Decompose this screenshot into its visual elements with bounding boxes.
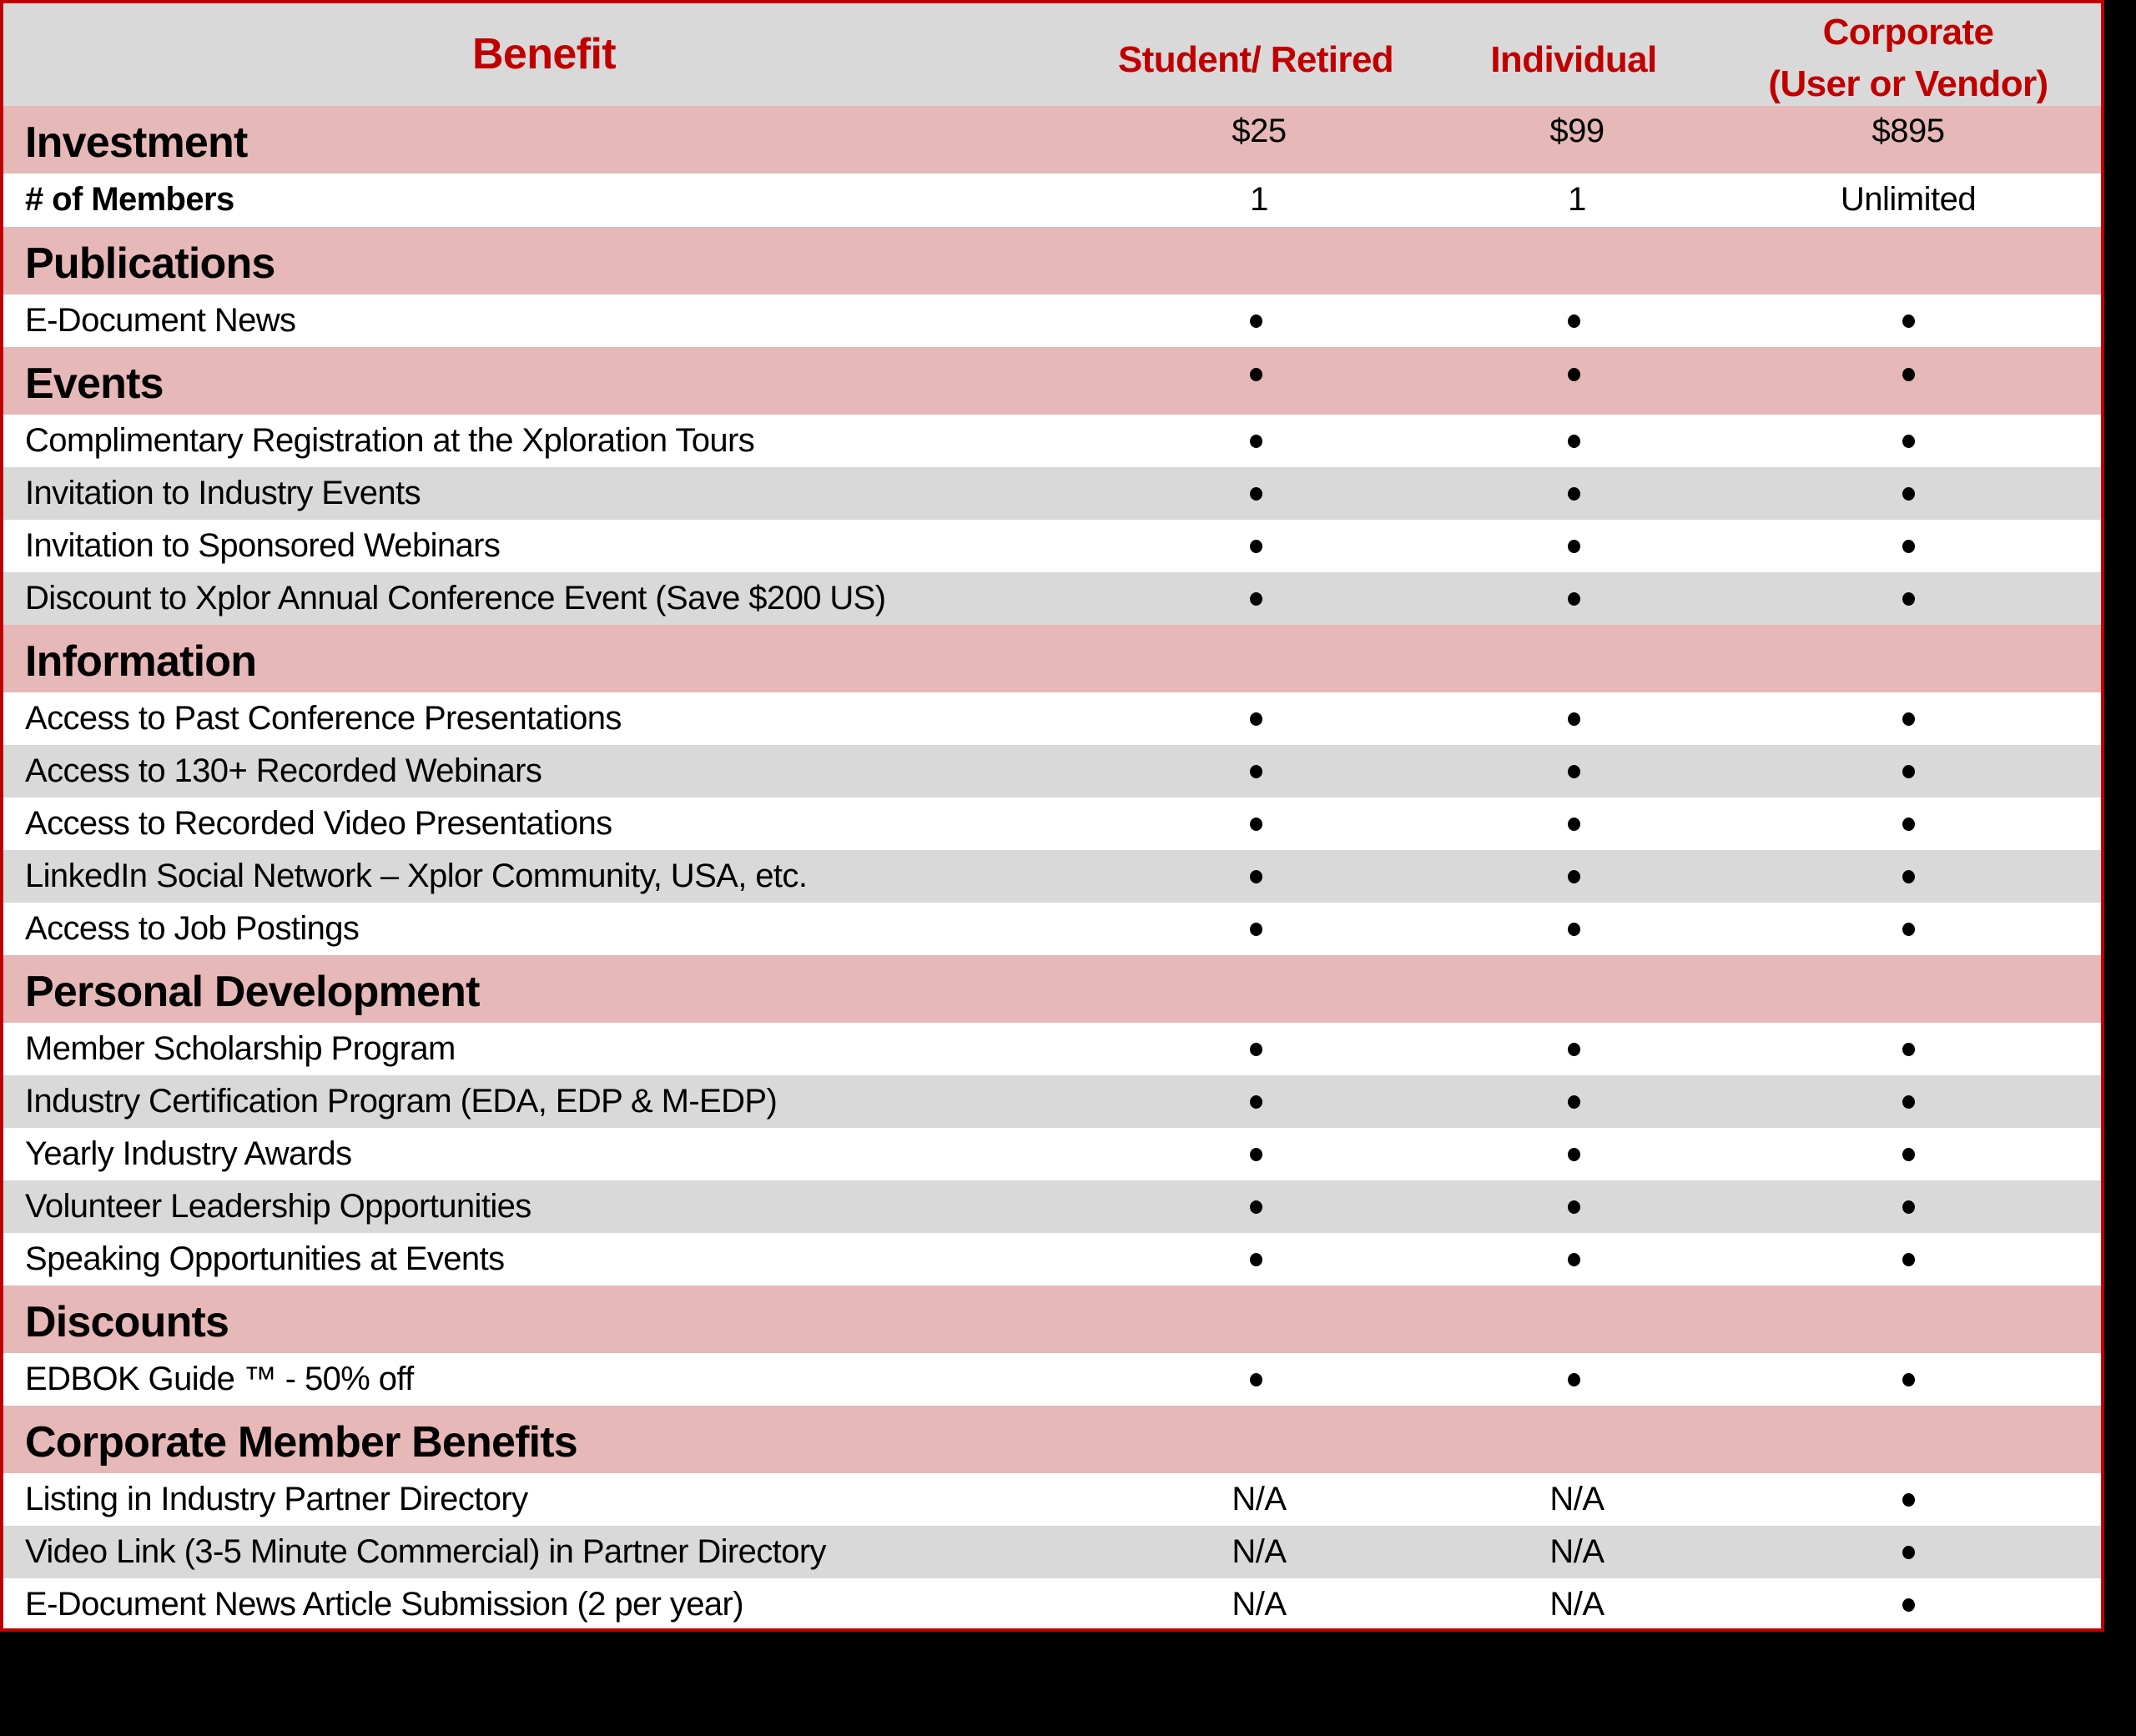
included-bullet-icon: [1568, 487, 1580, 501]
table-header-row: [3, 3, 2101, 109]
table-row: [3, 415, 2101, 467]
included-bullet-icon: [1902, 1095, 1915, 1109]
included-bullet-icon: [1250, 870, 1262, 883]
benefit-label: E-Document News Article Submission (2 per year): [25, 1586, 743, 1623]
tier-value: $25: [1232, 113, 1287, 149]
benefit-label: Yearly Industry Awards: [25, 1135, 352, 1172]
header-benefit: Benefit: [471, 30, 617, 78]
included-bullet-icon: [1250, 712, 1262, 726]
section-row: [3, 1286, 2101, 1353]
included-bullet-icon: [1568, 1373, 1580, 1386]
included-bullet-icon: [1902, 1598, 1915, 1612]
tier-value: 1: [1250, 181, 1268, 218]
header-corporate-subtitle: (User or Vendor): [1768, 63, 2048, 104]
included-bullet-icon: [1568, 1148, 1580, 1161]
included-bullet-icon: [1568, 712, 1580, 726]
included-bullet-icon: [1902, 487, 1915, 501]
table-row: [3, 1180, 2101, 1233]
included-bullet-icon: [1902, 314, 1915, 328]
included-bullet-icon: [1568, 1095, 1580, 1109]
included-bullet-icon: [1250, 487, 1262, 501]
benefit-label: EDBOK Guide ™ - 50% off: [25, 1361, 414, 1397]
included-bullet-icon: [1902, 435, 1915, 448]
included-bullet-icon: [1902, 765, 1915, 778]
section-row: [3, 227, 2101, 294]
header-individual: Individual: [1490, 39, 1657, 80]
benefit-label: Complimentary Registration at the Xploration Tours: [25, 422, 755, 459]
section-heading: Personal Development: [25, 968, 480, 1016]
included-bullet-icon: [1568, 435, 1580, 448]
included-bullet-icon: [1250, 765, 1262, 778]
section-heading: Discounts: [25, 1298, 229, 1346]
included-bullet-icon: [1568, 870, 1580, 883]
benefit-label: Access to Past Conference Presentations: [25, 700, 622, 737]
included-bullet-icon: [1250, 368, 1262, 381]
table-row: [3, 1075, 2101, 1128]
benefit-label: Discount to Xplor Annual Conference Event (Save $200 US): [25, 580, 886, 616]
table-row: [3, 1128, 2101, 1180]
tier-value: $99: [1549, 113, 1605, 149]
included-bullet-icon: [1902, 818, 1915, 831]
section-heading: Information: [25, 637, 257, 686]
included-bullet-icon: [1250, 1373, 1262, 1386]
benefit-label: Video Link (3-5 Minute Commercial) in Partner Directory: [25, 1533, 826, 1570]
included-bullet-icon: [1568, 592, 1580, 606]
benefit-label: Speaking Opportunities at Events: [25, 1240, 505, 1277]
table-row: [3, 467, 2101, 520]
table-row: [3, 903, 2101, 955]
benefit-label: LinkedIn Social Network – Xplor Community, USA, etc.: [25, 858, 808, 894]
section-row: [3, 1406, 2101, 1473]
included-bullet-icon: [1902, 1546, 1915, 1559]
section-heading: Publications: [25, 239, 275, 288]
included-bullet-icon: [1568, 368, 1580, 381]
benefit-label: E-Document News: [25, 302, 296, 339]
table-row: [3, 174, 2101, 227]
table-row: [3, 1233, 2101, 1286]
included-bullet-icon: [1902, 1043, 1915, 1056]
included-bullet-icon: [1902, 368, 1915, 381]
included-bullet-icon: [1568, 765, 1580, 778]
included-bullet-icon: [1568, 818, 1580, 831]
tier-value: Unlimited: [1840, 181, 1977, 218]
included-bullet-icon: [1902, 870, 1915, 883]
tier-value: N/A: [1549, 1586, 1605, 1623]
benefit-label: Access to Job Postings: [25, 910, 360, 947]
tier-value: N/A: [1549, 1533, 1605, 1570]
included-bullet-icon: [1902, 923, 1915, 936]
included-bullet-icon: [1250, 592, 1262, 606]
benefit-label: Access to Recorded Video Presentations: [25, 805, 612, 842]
tier-value: N/A: [1232, 1586, 1287, 1623]
included-bullet-icon: [1568, 1200, 1580, 1214]
table-row: [3, 1023, 2101, 1075]
included-bullet-icon: [1250, 1148, 1262, 1161]
table-row: [3, 1578, 2101, 1631]
included-bullet-icon: [1250, 1043, 1262, 1056]
included-bullet-icon: [1250, 1253, 1262, 1266]
included-bullet-icon: [1568, 540, 1580, 553]
included-bullet-icon: [1568, 1253, 1580, 1266]
table-row: [3, 572, 2101, 625]
benefit-label: Volunteer Leadership Opportunities: [25, 1188, 531, 1225]
tier-value: $895: [1872, 113, 1945, 149]
tier-value: 1: [1568, 181, 1586, 218]
tier-value: N/A: [1549, 1481, 1605, 1517]
tier-value: N/A: [1232, 1481, 1287, 1517]
tier-value: N/A: [1232, 1533, 1287, 1570]
included-bullet-icon: [1250, 1095, 1262, 1109]
table-row: [3, 798, 2101, 850]
included-bullet-icon: [1902, 1253, 1915, 1266]
section-row: [3, 955, 2101, 1023]
included-bullet-icon: [1250, 540, 1262, 553]
benefit-label: Industry Certification Program (EDA, EDP & M-EDP): [25, 1083, 778, 1120]
section-heading: Investment: [25, 118, 248, 167]
table-row: [3, 1526, 2101, 1578]
included-bullet-icon: [1250, 923, 1262, 936]
benefit-label: # of Members: [25, 181, 234, 218]
section-row: [3, 625, 2101, 692]
benefit-label: Member Scholarship Program: [25, 1030, 456, 1067]
included-bullet-icon: [1250, 1200, 1262, 1214]
included-bullet-icon: [1568, 314, 1580, 328]
included-bullet-icon: [1902, 592, 1915, 606]
section-row: [3, 106, 2101, 174]
included-bullet-icon: [1568, 923, 1580, 936]
included-bullet-icon: [1902, 540, 1915, 553]
included-bullet-icon: [1250, 435, 1262, 448]
included-bullet-icon: [1250, 818, 1262, 831]
table-row: [3, 850, 2101, 903]
table-row: [3, 745, 2101, 798]
table-row: [3, 294, 2101, 347]
benefit-label: Access to 130+ Recorded Webinars: [25, 752, 542, 789]
included-bullet-icon: [1250, 314, 1262, 328]
section-row: [3, 347, 2101, 415]
included-bullet-icon: [1902, 1493, 1915, 1507]
header-student-retired: Student/ Retired: [1117, 39, 1394, 80]
included-bullet-icon: [1902, 1373, 1915, 1386]
table-row: [3, 1353, 2101, 1406]
section-heading: Events: [25, 360, 164, 408]
benefit-label: Invitation to Sponsored Webinars: [25, 527, 501, 564]
included-bullet-icon: [1902, 1200, 1915, 1214]
included-bullet-icon: [1568, 1043, 1580, 1056]
table-row: [3, 520, 2101, 572]
header-corporate: Corporate: [1822, 12, 1994, 53]
included-bullet-icon: [1902, 1148, 1915, 1161]
included-bullet-icon: [1902, 712, 1915, 726]
benefit-label: Invitation to Industry Events: [25, 475, 421, 511]
benefit-label: Listing in Industry Partner Directory: [25, 1481, 528, 1517]
table-row: [3, 1473, 2101, 1526]
section-heading: Corporate Member Benefits: [25, 1418, 577, 1467]
table-row: [3, 692, 2101, 745]
